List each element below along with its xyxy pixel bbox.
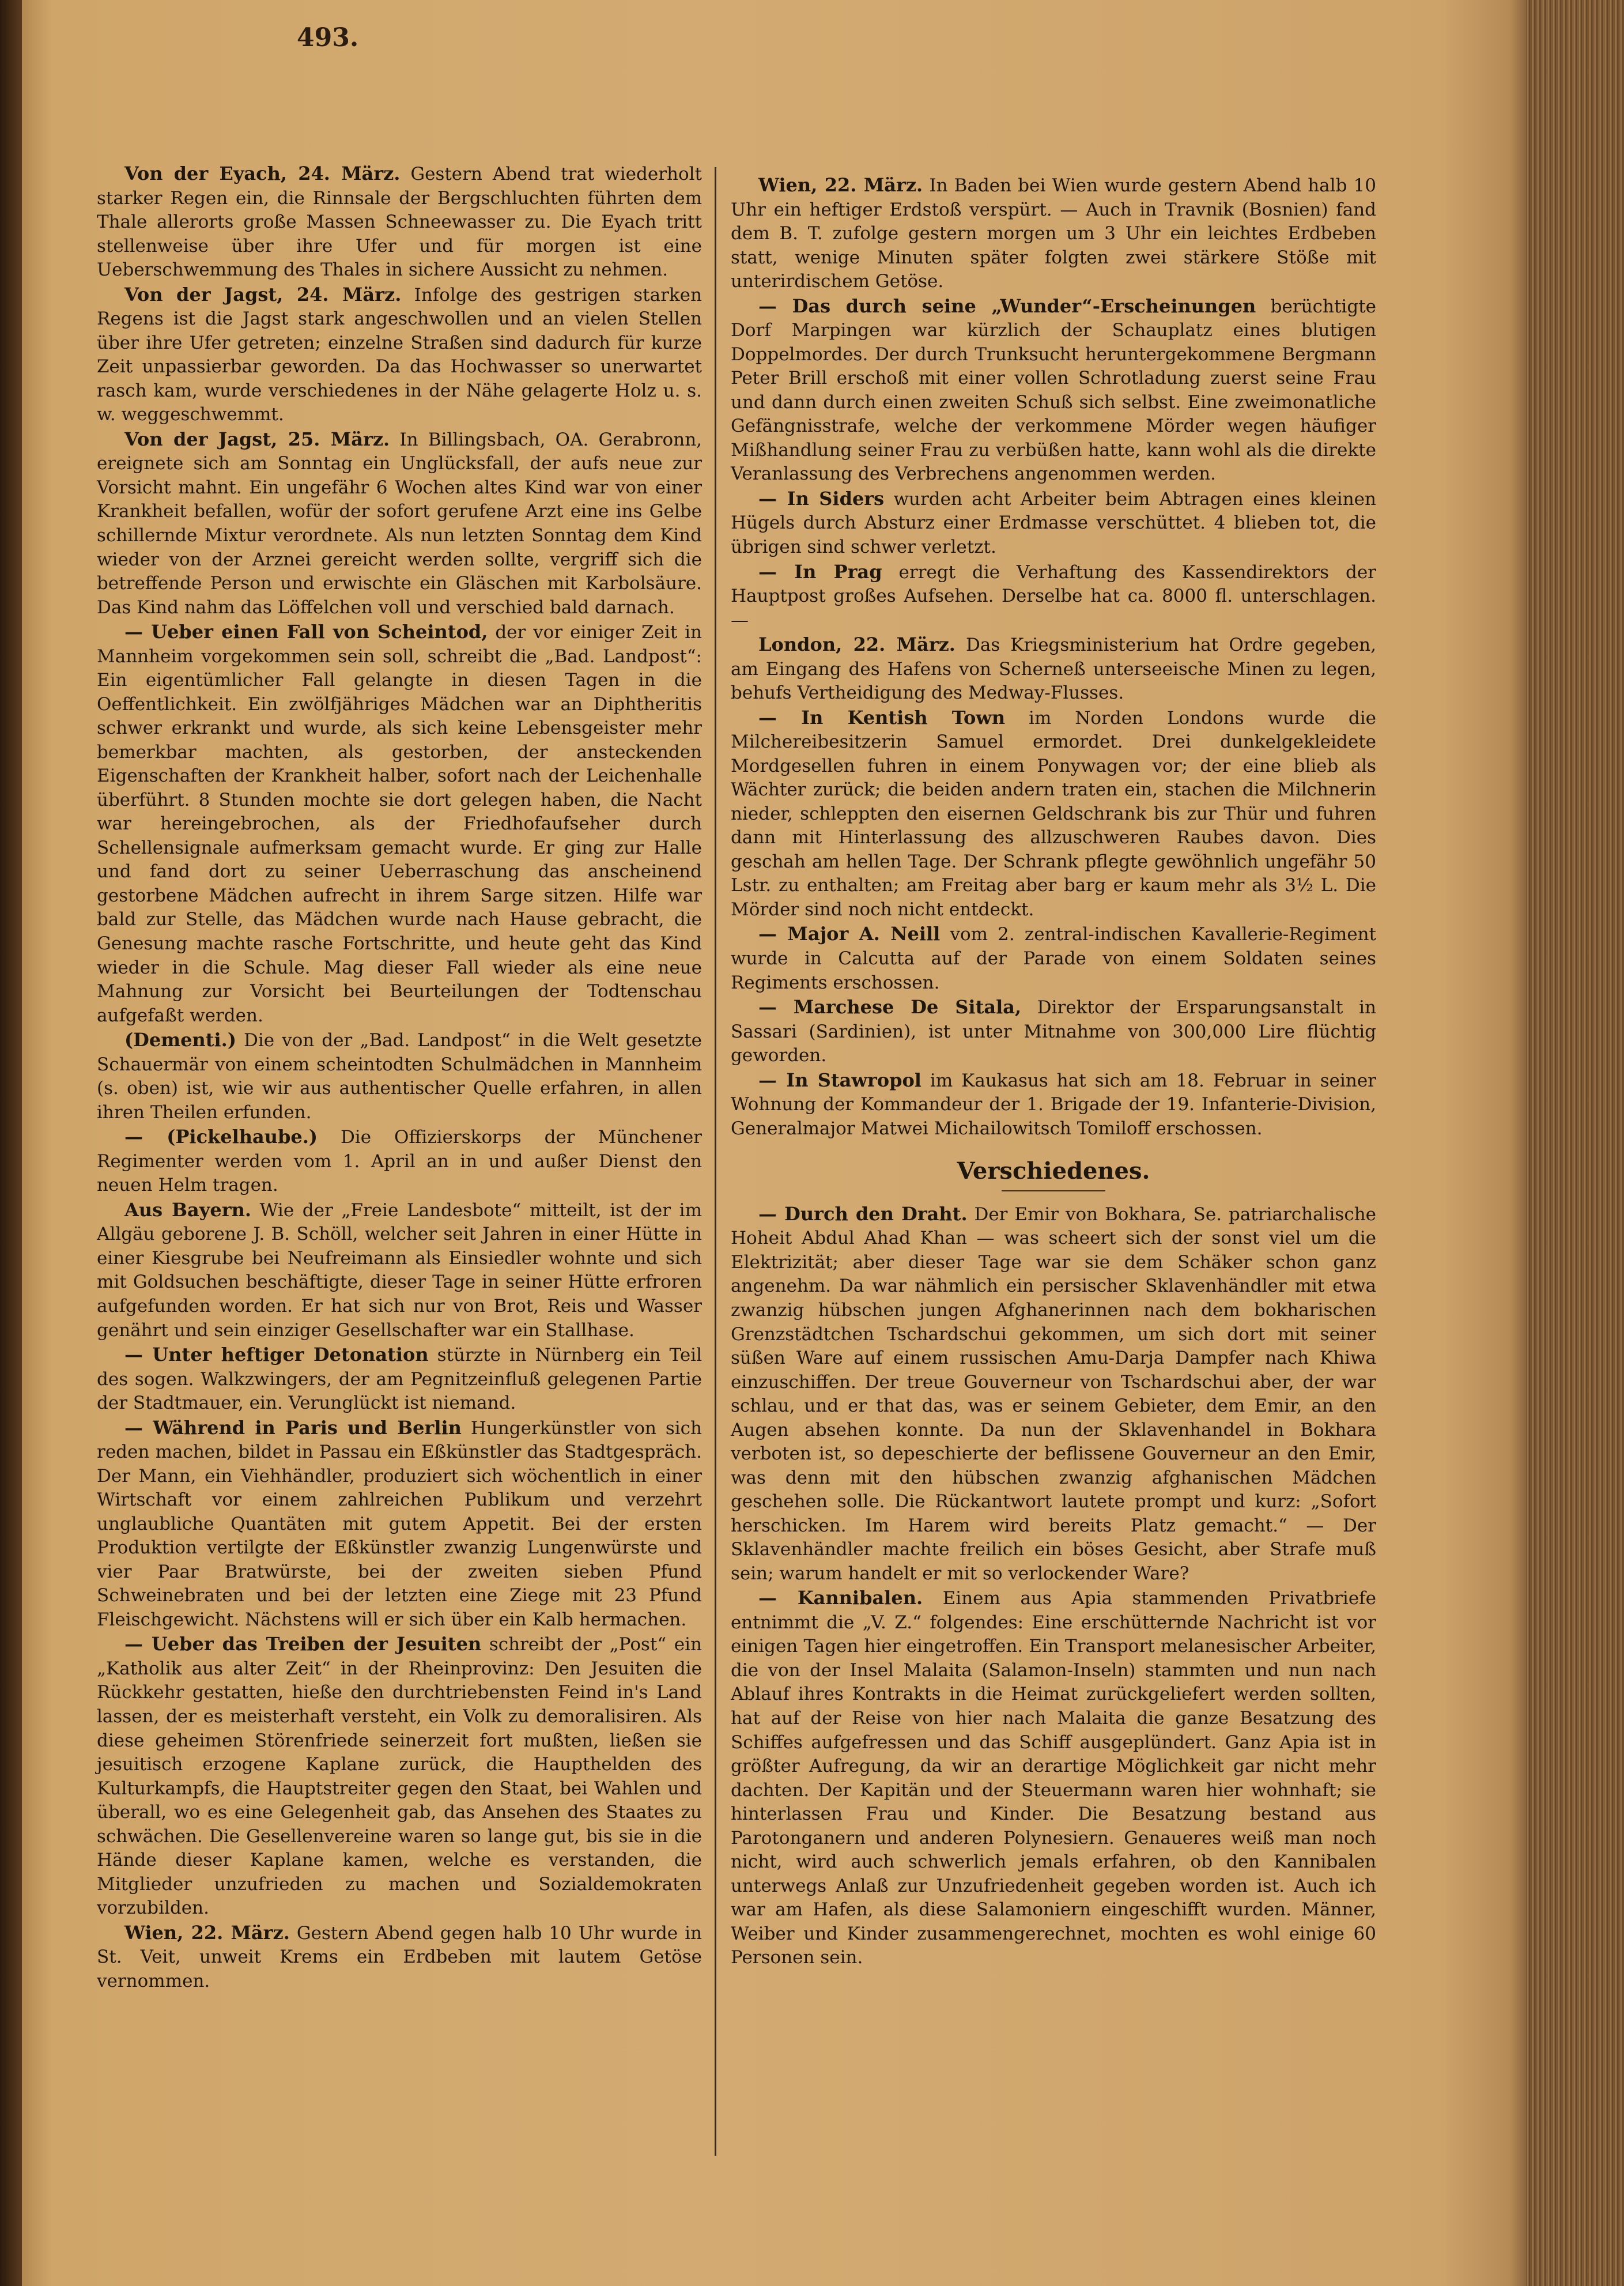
article-lead: — Kannibalen. <box>758 1587 923 1609</box>
article-lead: — Marchese De Sitala, <box>758 996 1022 1018</box>
article-text: wurden acht Arbeiter beim Abtragen eines kleinen Hügels durch Absturz einer Erdmasse verschüttet. 4 blieben tot, die übrigen sind schwer verletzt. <box>731 488 1376 557</box>
article-lead: — Unter heftiger Detonation <box>124 1344 429 1366</box>
article-lead: London, 22. März. <box>758 633 955 656</box>
article-jagst-24 <box>97 282 702 427</box>
article-text: Infolge des gestrigen starken Regens ist die Jagst stark angeschwollen und an vielen Stellen über ihre Ufer getreten; einzelne Straßen sind dadurch für kurze Zeit unpassierbar geworden. Da das Hochwasser so unerwartet rasch kam, wurde verschiedenes in der Nähe gelagerte Holz u. s. w. weggeschwemmt. <box>97 284 702 425</box>
article-dementi <box>97 1028 702 1125</box>
article-sassari <box>731 995 1376 1068</box>
article-text: der vor einiger Zeit in Mannheim vorgekommen sein soll, schreibt die „Bad. Landpost“: Ein eigentümlicher Fall gelangte in diesen Tagen in die Oeffentlichkeit. Ein zwölfjähriges Mädchen war an Diphtheritis schwer erkrankt und wurde, als sich keine Lebensgeister mehr bemerkbar machten, als gestorben, der ansteckenden Eigenschaften der Krankheit halber, sofort nach der Leichenhalle überführt. 8 Stunden mochte sie dort gelegen haben, die Nacht war hereingebrochen, als der Friedhofaufseher durch Schellensignale aufmerksam gemacht wurde. Er ging zur Halle und fand dort zu seiner Ueberraschung das anscheinend gestorbene Mädchen aufrecht in ihrem Sarge sitzen. Hilfe war bald zur Stelle, das Mädchen wurde nach Hause gebracht, die Genesung machte rasche Fortschritte, und heute geht das Kind wieder in die Schule. Mag dieser Fall wieder als eine neue Mahnung zur Vorsicht bei Beurteilungen der Todtenschau aufgefaßt werden. <box>97 622 703 1026</box>
article-text: Einem aus Apia stammenden Privatbriefe entnimmt die „V. Z.“ folgendes: Eine erschütternde Nachricht ist vor einigen Tagen hier eingetroffen. Ein Transport melanesischer Arbeiter, die von der Insel Malaita (Salamon-Inseln) stammten und nun nach Ablauf ihres Kontrakts in die Heimat zurückgeliefert werden sollten, hat auf der Reise von hier nach Malaita die ganze Besatzung des Schiffes aufgefressen und das Schiff ausgeplündert. Ganz Apia ist in größter Aufregung, da wir an derartige Möglichkeit gar nicht mehr dachten. Der Kapitän und der Steuermann waren hier wohnhaft; sie hinterlassen Frau und Kinder. Die Besatzung bestand aus Parotonganern und anderen Polynesiern. Genaueres weiß man noch nicht, wird auch schwerlich jemals erfahren, ob den Kannibalen unterwegs Anlaß zur Unzufriedenheit gegeben worden ist. Auch ich war am Hafen, als diese Salamoniern eingeschifft wurden. Männer, Weiber und Kinder zusammengerechnet, mochten es wohl einige 60 Personen sein. <box>731 1588 1377 1968</box>
article-lead: — Major A. Neill <box>758 923 941 945</box>
article-lead: — Das durch seine „Wunder“-Erscheinungen <box>758 295 1256 317</box>
article-lead: — In Stawropol <box>758 1069 921 1091</box>
section-rule <box>1002 1190 1105 1191</box>
article-lead: Wien, 22. März. <box>758 174 923 196</box>
article-nuernberg <box>97 1342 702 1416</box>
article-passau <box>97 1416 702 1632</box>
article-eyach <box>97 161 702 282</box>
article-lead: — Während in Paris und Berlin <box>124 1416 462 1439</box>
article-text: Direktor der Ersparungsanstalt in Sassari (Sardinien), ist unter Mitnahme von 300,000 Lire flüchtig geworden. <box>731 997 1377 1066</box>
article-text: Gestern Abend gegen halb 10 Uhr wurde in St. Veit, unweit Krems ein Erdbeben mit lautem Getöse vernommen. <box>97 1922 702 1991</box>
page-number: 493. <box>297 23 359 52</box>
article-stawropol <box>731 1068 1376 1141</box>
book-binding <box>0 0 22 2286</box>
article-jagst-25 <box>97 427 702 620</box>
article-jesuiten <box>97 1632 702 1920</box>
article-text: In Billingsbach, OA. Gerabronn, ereignete sich am Sonntag ein Unglücksfall, der aufs neue zur Vorsicht mahnt. Ein ungefähr 6 Wochen altes Kind war von einer Krankheit befallen, wofür der sofort gerufene Arzt eine ins Gelbe schillernde Mixtur verordnete. Als nun letzten Sonntag dem Kind wieder von der Arznei gereicht werden sollte, vergriff sich die betreffende Person und erwischte ein Gläschen mit Karbolsäure. Das Kind nahm das Löffelchen voll und verschied bald darnach. <box>97 429 703 618</box>
article-wien-krems <box>97 1921 702 1994</box>
article-text: im Kaukasus hat sich am 18. Februar in seiner Wohnung der Kommandeur der 1. Brigade der 19. Infanterie-Division, Generalmajor Matwei Michailowitsch Tomiloff erschossen. <box>731 1070 1376 1139</box>
article-text: Das Kriegsministerium hat Ordre gegeben, am Eingang des Hafens von Scherneß unterseeische Minen zu legen, behufs Vertheidigung des Medway-Flusses. <box>731 635 1377 704</box>
article-london <box>731 632 1376 706</box>
article-bayern <box>97 1198 702 1342</box>
article-lead: (Dementi.) <box>124 1029 236 1051</box>
article-text: Die Offizierskorps der Münchener Regimenter werden vom 1. April an in und außer Dienst den neuen Helm tragen. <box>97 1127 703 1196</box>
article-text: Die von der „Bad. Landpost“ in die Welt gesetzte Schauermär von einem scheintodten Schulmädchen in Mannheim (s. oben) ist, wie wir aus authentischer Quelle erfahren, in allen ihren Theilen erfunden. <box>97 1030 702 1123</box>
article-lead: Aus Bayern. <box>124 1198 251 1221</box>
article-lead: — In Siders <box>758 487 885 510</box>
article-lead: — In Prag <box>758 560 882 583</box>
column-divider <box>715 167 716 2156</box>
article-lead: Von der Eyach, 24. März. <box>124 163 401 184</box>
article-text: stürzte in Nürnberg ein Teil des sogen. Walkzwingers, der am Pegnitzeinfluß gelegenen Partie der Stadtmauer, ein. Verunglückt ist niemand. <box>97 1345 703 1414</box>
article-text: schreibt der „Post“ ein „Katholik aus alter Zeit“ in der Rheinprovinz: Den Jesuiten die Rückkehr gestatten, hieße den durchtriebensten Feind in's Land lassen, der es meisterhaft versteht, ein Volk zu demoralisiren. Als diese geheimen Störenfriede seinerzeit fort mußten, ließen sie jesuitisch erzogene Kaplane zurück, die Haupthelden des Kulturkampfs, die Hauptstreiter gegen den Staat, bei Wahlen und überall, wo es eine Gelegenheit gab, das Ansehen des Staates zu schwächen. Die Gesellenvereine waren so lange gut, bis sie in die Hände dieser Kaplane kamen, welche es verstanden, die Mitglieder unzufrieden zu machen und Sozialdemokraten vorzubilden. <box>97 1634 703 1919</box>
article-prag <box>731 560 1376 633</box>
article-wien-baden <box>731 173 1376 294</box>
article-calcutta <box>731 922 1376 995</box>
article-scheintod <box>97 620 702 1028</box>
left-column <box>97 161 702 1993</box>
article-text: vom 2. zentral-indischen Kavallerie-Regiment wurde in Calcutta auf der Parade von einem Soldaten seines Regiments erschossen. <box>731 924 1376 993</box>
article-text: In Baden bei Wien wurde gestern Abend halb 10 Uhr ein heftiger Erdstoß verspürt. — Auch in Travnik (Bosnien) fand dem B. T. zufolge gestern morgen um 3 Uhr ein leichtes Erdbeben statt, wenige Minuten später folgten zwei stärkere Stöße mit unterirdischem Getöse. <box>731 175 1377 292</box>
article-text: erregt die Verhaftung des Kassendirektors der Hauptpost großes Aufsehen. Derselbe hat ca. 8000 fl. unterschlagen. — <box>731 561 1376 631</box>
section-heading: Verschiedenes. <box>957 1157 1150 1185</box>
article-lead: Von der Jagst, 24. März. <box>124 283 402 305</box>
article-lead: — Durch den Draht. <box>758 1202 968 1225</box>
article-lead: — Ueber das Treiben der Jesuiten <box>124 1633 482 1655</box>
article-kentish-town <box>731 706 1376 922</box>
article-siders <box>731 486 1376 560</box>
article-text: Wie der „Freie Landesbote“ mitteilt, ist der im Allgäu geborene J. B. Schöll, welcher seit Jahren in einer Hütte in einer Kiesgrube bei Neufreimann als Einsiedler wohnte und sich mit Goldsuchen beschäftigte, dieser Tage in seiner Hütte erfroren aufgefunden worden. Er hat sich nur von Brot, Reis und Wasser genährt und sein einziger Gesellschafter war ein Stallhase. <box>97 1199 702 1341</box>
article-text: berüchtigte Dorf Marpingen war kürzlich der Schauplatz eines blutigen Doppelmordes. Der durch Trunksucht heruntergekommene Bergmann Peter Brill erschoß mit einer vollen Schrotladung zuerst seine Frau und dann durch einen zweiten Schuß sich selbst. Eine zweimonatliche Gefängnisstrafe, welche der verkommene Mörder wegen häufiger Mißhandlung seiner Frau zu verbüßen hatte, kann wohl als die direkte Veranlassung des Verbrechens angenommen werden. <box>731 296 1376 485</box>
article-lead: Von der Jagst, 25. März. <box>124 428 390 450</box>
article-marpingen <box>731 294 1376 486</box>
article-text: Gestern Abend trat wiederholt starker Regen ein, die Rinnsale der Bergschluchten führten dem Thale allerorts große Massen Schneewasser zu. Die Eyach tritt stellenweise über ihre Ufer und für morgen ist eine Ueberschwemmung des Thales in sichere Aussicht zu nehmen. <box>97 164 703 281</box>
article-kannibalen <box>731 1586 1376 1970</box>
article-lead: — (Pickelhaube.) <box>124 1126 318 1148</box>
article-text: Der Emir von Bokhara, Se. patriarchalische Hoheit Abdul Ahad Khan — was scheert sich der sonst viel um die Elektrizität; aber dieser Tage war sie dem Schäker schon ganz angenehm. Da war nähmlich ein persischer Sklavenhändler mit etwa zwanzig hübschen jungen Afghanerinnen nach dem bokharischen Grenzstädtchen Tschardschui gekommen, um sich dort mit seiner süßen Ware auf einem russischen Amu-Darja Dampfer nach Khiwa einzuschiffen. Der treue Gouverneur von Tschardschui aber, der war schlau, und er that das, was er seinem Gebieter, dem Emir, an den Augen absehen konnte. Da nun der Sklavenhandel in Bokhara verboten ist, so depeschierte der beflissene Gouverneur an den Emir, was denn mit den hübschen zwanzig afghanischen Mädchen geschehen solle. Die Rückantwort lautete prompt und kurz: „Sofort herschicken. Im Harem wird bereits Platz gemacht.“ — Der Sklavenhändler machte freilich ein böses Gesicht, aber Strafe muß sein; warum handelt er mit so verlockender Ware? <box>731 1204 1377 1584</box>
article-text: im Norden Londons wurde die Milchereibesitzerin Samuel ermordet. Drei dunkelgekleidete Mordgesellen fuhren in einem Ponywagen vor; der eine blieb als Wächter zurück; die beiden andern traten ein, stachen die Milchnerin nieder, schleppten den eisernen Geldschrank bis zur Thür und fuhren dann mit Hinterlassung des allzuschweren Raubes davon. Dies geschah am hellen Tage. Der Schrank pflegte gewöhnlich ungefähr 50 Lstr. zu enthalten; am Freitag aber barg er kaum mehr als 3½ L. Die Mörder sind noch nicht entdeckt. <box>731 707 1376 920</box>
right-column <box>731 173 1376 1970</box>
article-pickelhaube <box>97 1125 702 1198</box>
article-durch-den-draht <box>731 1202 1376 1586</box>
article-lead: Wien, 22. März. <box>124 1921 290 1944</box>
page-edges <box>1526 0 1624 2286</box>
article-lead: — In Kentish Town <box>758 706 1006 729</box>
article-lead: — Ueber einen Fall von Scheintod, <box>124 621 488 643</box>
article-text: Hungerkünstler von sich reden machen, bildet in Passau ein Eßkünstler das Stadtgespräch. Der Mann, ein Viehhändler, produziert sich wöchentlich in einer Wirtschaft vor einem zahlreichen Publikum und verzehrt unglaubliche Quantäten mit gutem Appetit. Bei der ersten Produktion vertilgte der Eßkünstler zwanzig Lungenwürste und vier Paar Bratwürste, bei der zweiten sieben Pfund Schweinebraten und bei der letzten eine Ziege mit 23 Pfund Fleischgewicht. Nächstens will er sich über ein Kalb hermachen. <box>97 1417 702 1630</box>
